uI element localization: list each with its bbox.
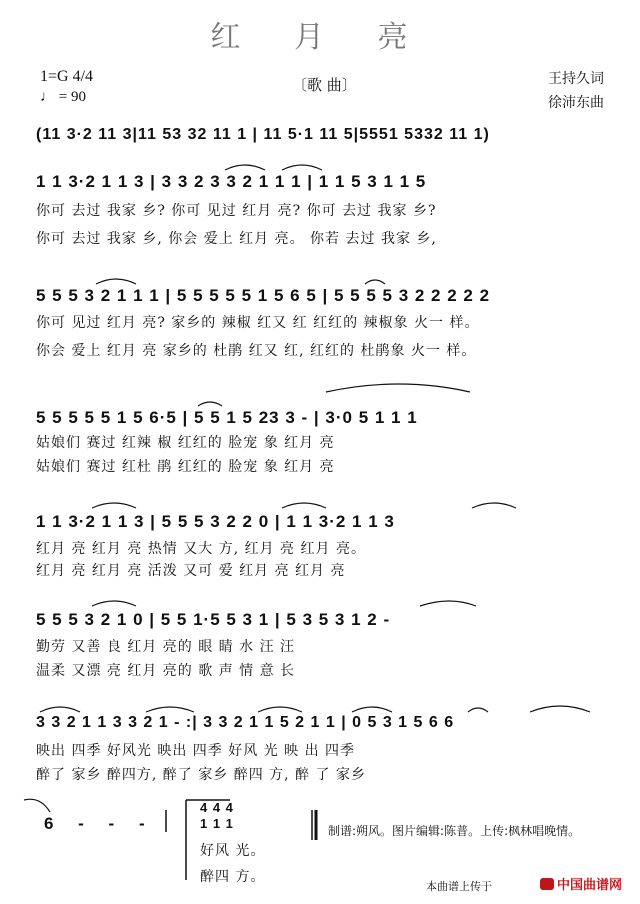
slur-mark [198,402,222,406]
lyric-line-2-verse-2: 你会 爱上 红月 亮 家乡的 杜鹃 红又 红, 红红的 杜鹃象 火一 样。 [36,343,477,359]
slur-mark [420,601,476,606]
slur-mark [92,601,136,606]
composer-credit: 徐沛东曲 [548,95,604,111]
ending-lyric-verse-2: 醉四 方。 [200,869,266,885]
key-signature: 1=G 4/4 [40,68,94,85]
lyric-line-5-verse-2: 温柔 又漂 亮 红月 亮的 歌 声 情 意 长 [36,663,296,679]
song-title: 红 月 亮 [210,20,430,55]
slur-mark [530,706,590,712]
lyric-line-4-verse-1: 红月 亮 红月 亮 热情 又大 方, 红月 亮 红月 亮。 [36,541,366,557]
lyric-line-1-verse-2: 你可 去过 我家 乡, 你会 爱上 红月 亮。 你若 去过 我家 乡, [36,231,437,247]
lyric-line-1-verse-1: 你可 去过 我家 乡? 你可 见过 红月 亮? 你可 去过 我家 乡? [36,203,437,219]
notes-line-3: 5 5 5 5 5 1 5 6·5 | 5 5 1 5 23 3 - | 3·0 5 1 1 1 [36,408,418,427]
tempo-marking: ♩ = 90 [40,89,86,105]
upload-note: 本曲谱上传于 [426,880,492,893]
lyric-line-5-verse-1: 勤劳 又善 良 红月 亮的 眼 睛 水 汪 汪 [36,639,296,655]
site-logo-text: 中国曲谱网 [557,878,623,893]
lyricist-credit: 王持久词 [548,71,604,87]
slur-mark [468,708,488,712]
lyric-line-6-verse-2: 醉了 家乡 醉四方, 醉了 家乡 醉四 方, 醉 了 家乡 [36,767,366,783]
lyric-line-6-verse-1: 映出 四季 好风光 映出 四季 好风 光 映 出 四季 [36,743,356,759]
lyric-line-2-verse-1: 你可 见过 红月 亮? 家乡的 辣椒 红又 红 红红的 辣椒象 火一 样。 [36,315,480,331]
slur-mark [40,707,80,712]
lyric-line-3-verse-1: 姑娘们 赛过 红辣 椒 红红的 脸宠 象 红月 亮 [36,435,335,451]
notes-line-1: 1 1 3·2 1 1 3 | 3 3 2 3 3 2 1 1 1 | 1 1 5 3 1 1 5 [36,172,427,191]
notes-line-6: 3 3 2 1 1 3 3 2 1 - :| 3 3 2 1 1 5 2 1 1 | 0 5 3 1 5 6 6 [36,714,455,731]
notes-line-7: 6 - - - [44,814,155,833]
slur-mark [282,503,326,508]
ending-notes: 1 1 1 [200,816,234,831]
song-type-label: 〔歌 曲〕 [292,76,357,94]
slur-mark [365,280,385,284]
slur-mark [146,707,194,712]
tie-mark [326,384,470,392]
slur-mark [258,707,302,712]
intro-notes-line: (11 3·2 11 3|11 53 32 11 1 | 11 5·1 11 5|5551 5332 11 1) [36,126,490,143]
lyric-line-4-verse-2: 红月 亮 红月 亮 活泼 又可 爱 红月 亮 红月 亮 [36,563,346,579]
notes-line-4: 1 1 3·2 1 1 3 | 5 5 5 3 2 2 0 | 1 1 3·2 1 1 3 [36,512,395,531]
slur-mark [92,503,136,508]
slur-mark [282,165,322,170]
notes-line-2: 5 5 5 3 2 1 1 1 | 5 5 5 5 5 1 5 6 5 | 5 5 5 5 3 2 2 2 2 2 [36,286,491,305]
notes-line-5: 5 5 5 3 2 1 0 | 5 5 1·5 5 3 1 | 5 3 5 3 1 2 - [36,610,391,629]
lyric-line-3-verse-2: 姑娘们 赛过 红杜 鹃 红红的 脸宠 象 红月 亮 [36,459,335,475]
ending-top-notes: 4 4 4 [200,800,234,815]
tie-mark [24,799,50,812]
ending-lyric-verse-1: 好风 光。 [200,843,266,859]
transcription-credits: 制谱:朔风。图片编辑:陈普。上传:枫林唱晚情。 [328,824,581,838]
slur-mark [472,503,516,508]
slur-mark [225,165,265,170]
slur-mark [352,707,392,712]
slur-mark [96,279,136,284]
